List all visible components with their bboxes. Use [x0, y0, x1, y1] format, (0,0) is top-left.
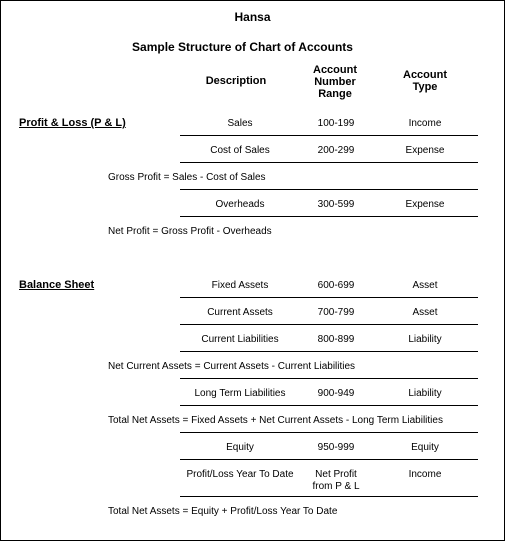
row-description: Overheads [215, 199, 265, 210]
row-description: Fixed Assets [211, 280, 269, 291]
row-divider [180, 135, 478, 136]
row-type: Equity [411, 442, 439, 453]
formula-total-net-assets: Total Net Assets = Fixed Assets + Net Current Assets - Long Term Liabilities [108, 415, 443, 426]
row-type: Liability [408, 388, 442, 399]
row-divider [180, 297, 478, 298]
row-range: 100-199 [317, 118, 355, 129]
row-type: Income [408, 118, 442, 129]
row-description: Cost of Sales [210, 145, 270, 156]
row-divider [180, 189, 478, 190]
document-title: Hansa [234, 10, 271, 24]
row-description: Profit/Loss Year To Date [186, 469, 294, 480]
header-type-line1: Account [403, 69, 447, 81]
row-type: Asset [412, 307, 438, 318]
section-heading-balance-sheet: Balance Sheet [19, 279, 95, 291]
row-type: Liability [408, 334, 442, 345]
row-description: Equity [226, 442, 254, 453]
row-divider [180, 162, 478, 163]
section-heading-profit-loss: Profit & Loss (P & L) [19, 117, 126, 129]
formula-net-profit: Net Profit = Gross Profit - Overheads [108, 226, 272, 237]
row-divider [180, 459, 478, 460]
row-type: Expense [405, 199, 445, 210]
row-divider [180, 496, 478, 497]
row-range: 300-599 [317, 199, 355, 210]
row-range-line1: Net Profit [315, 469, 357, 480]
document-subtitle: Sample Structure of Chart of Accounts [132, 40, 353, 54]
row-range: 950-999 [317, 442, 355, 453]
header-range-line3: Range [318, 88, 352, 100]
row-range: 900-949 [317, 388, 355, 399]
formula-net-current-assets: Net Current Assets = Current Assets - Current Liabilities [108, 361, 356, 372]
row-type: Asset [412, 280, 438, 291]
header-description: Description [205, 75, 267, 87]
row-divider [180, 378, 478, 379]
row-type: Expense [405, 145, 445, 156]
row-description: Current Assets [207, 307, 273, 318]
row-divider [180, 216, 478, 217]
row-range: 800-899 [317, 334, 355, 345]
row-description: Current Liabilities [201, 334, 279, 345]
row-divider [180, 324, 478, 325]
row-description: Long Term Liabilities [194, 388, 286, 399]
row-divider [180, 432, 478, 433]
row-range-line2: from P & L [312, 481, 360, 492]
header-range-line1: Account [313, 64, 357, 76]
row-type: Income [408, 469, 442, 480]
header-range-line2: Number [314, 76, 356, 88]
row-divider [180, 405, 478, 406]
row-range: 600-699 [317, 280, 355, 291]
formula-gross-profit: Gross Profit = Sales - Cost of Sales [108, 172, 266, 183]
row-range: 200-299 [317, 145, 355, 156]
row-range: 700-799 [317, 307, 355, 318]
row-divider [180, 351, 478, 352]
formula-total-net-assets-equity: Total Net Assets = Equity + Profit/Loss Year To Date [108, 506, 338, 517]
header-type-line2: Type [412, 81, 438, 93]
row-description: Sales [227, 118, 253, 129]
